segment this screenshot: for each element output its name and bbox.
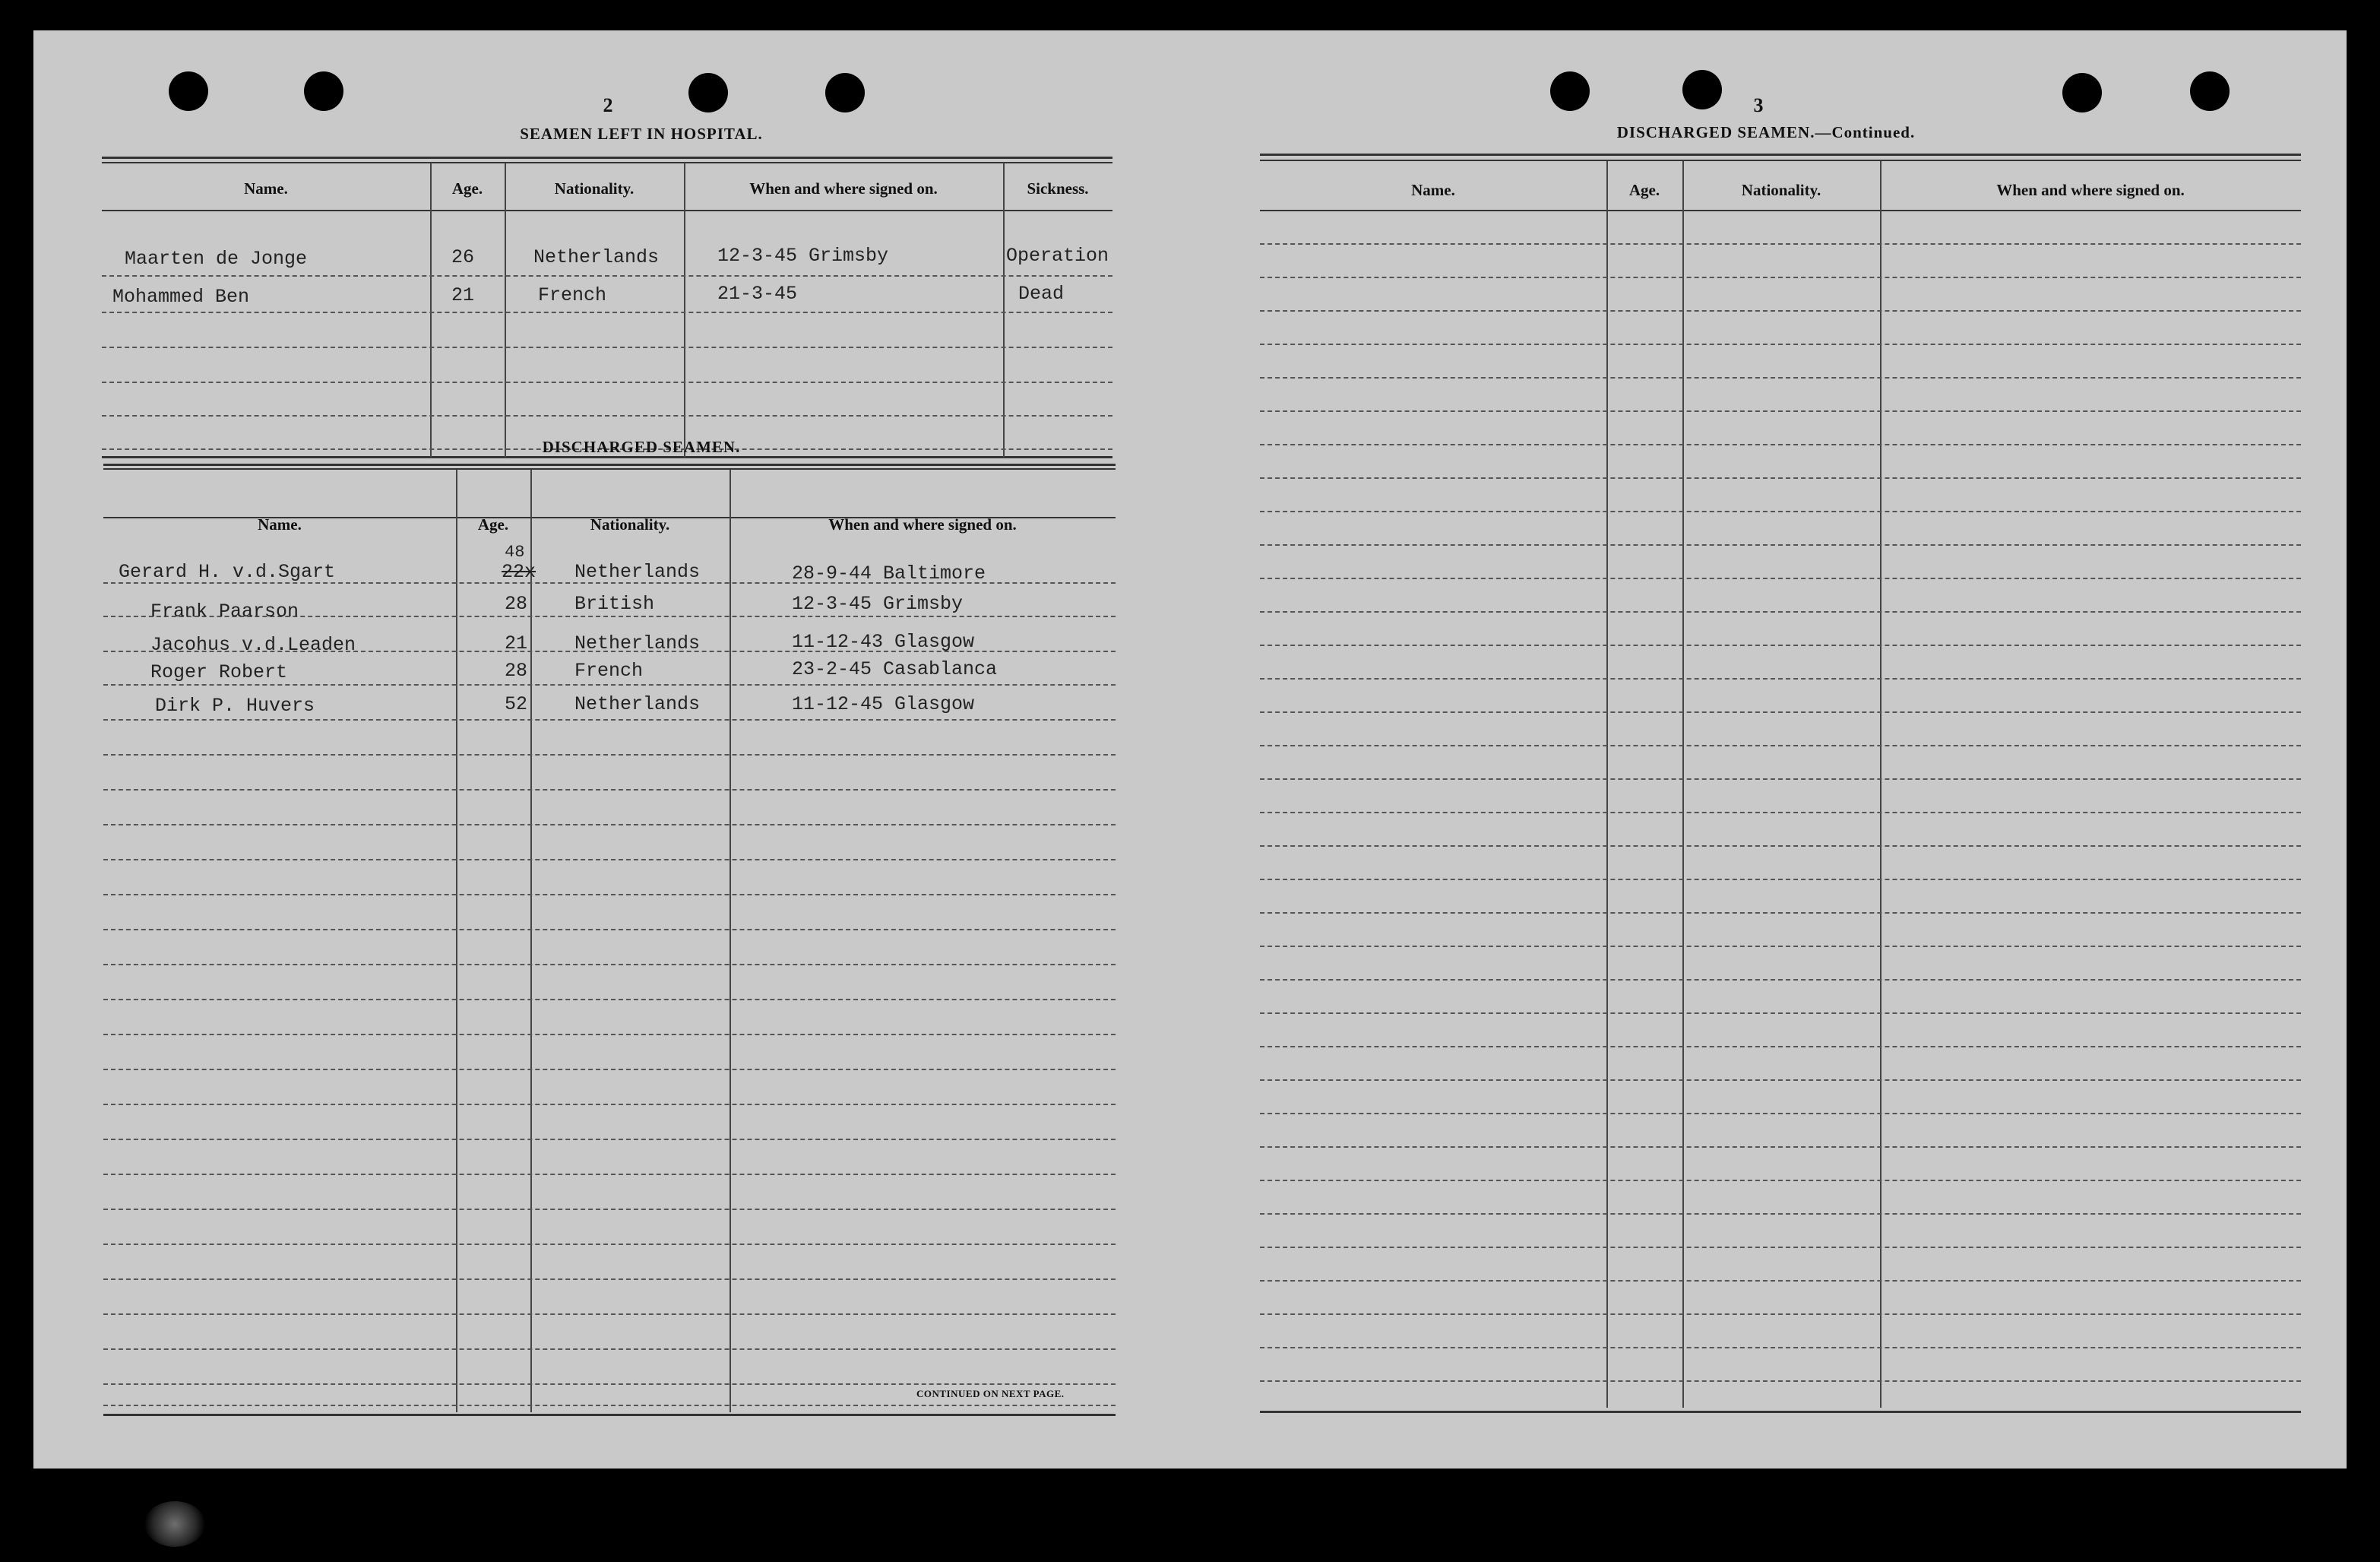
discharged-row-5-nationality: Netherlands — [574, 693, 701, 715]
hospital-section-title: SEAMEN LEFT IN HOSPITAL. — [520, 125, 763, 143]
hospital-header-nationality: Nationality. — [554, 179, 635, 198]
hospital-row-1-age: 26 — [451, 246, 475, 268]
discharged-row-1-age-correction: 48 — [505, 543, 525, 562]
discharged-row-5-age: 52 — [505, 693, 528, 715]
discharged-row-1-name: Gerard H. v.d.Sgart — [119, 561, 336, 583]
page-number-right: 3 — [1753, 94, 1764, 116]
discharged-row-3-name: Jacohus v.d.Leaden — [150, 634, 356, 656]
punch-hole — [1682, 70, 1722, 109]
hospital-header-age: Age. — [451, 179, 483, 198]
discharged-row-2-signed-on: 12-3-45 Grimsby — [792, 593, 964, 615]
scan-glare — [144, 1501, 205, 1547]
discharged-continued-table — [1260, 154, 2301, 1417]
discharged-header-age: Age. — [477, 515, 509, 534]
discharged-row-5-signed-on: 11-12-45 Glasgow — [792, 693, 975, 715]
discharged-row-4-signed-on: 23-2-45 Casablanca — [792, 658, 998, 680]
discharged-row-2-nationality: British — [574, 593, 655, 615]
discharged-row-2-age: 28 — [505, 593, 528, 615]
hospital-row-2-nationality: French — [538, 284, 607, 306]
discharged-header-nationality: Nationality. — [590, 515, 670, 534]
hospital-row-2-sickness: Dead — [1018, 283, 1065, 305]
discharged-row-3-signed-on: 11-12-43 Glasgow — [792, 631, 975, 653]
discharged-header-name: Name. — [258, 515, 302, 534]
discharged-row-2-name: Frank Paarson — [150, 600, 299, 623]
punch-hole — [169, 71, 208, 111]
discharged-row-3-age: 21 — [505, 632, 528, 654]
continued-footer: CONTINUED ON NEXT PAGE. — [916, 1388, 1065, 1399]
continued-header-signed-on: When and where signed on. — [1996, 181, 2185, 199]
hospital-header-name: Name. — [244, 179, 288, 198]
continued-header-age: Age. — [1628, 181, 1660, 199]
discharged-row-1-signed-on: 28-9-44 Baltimore — [792, 562, 986, 585]
continued-header-name: Name. — [1411, 181, 1455, 199]
discharged-continued-title: DISCHARGED SEAMEN.—Continued. — [1616, 123, 1916, 141]
discharged-row-1-nationality: Netherlands — [574, 561, 701, 583]
punch-hole — [688, 73, 728, 112]
hospital-row-2-age: 21 — [451, 284, 475, 306]
discharged-header-signed-on: When and where signed on. — [828, 515, 1017, 534]
punch-hole — [2190, 71, 2230, 111]
discharged-table — [103, 464, 1116, 1421]
page-number-left: 2 — [603, 94, 613, 116]
punch-hole — [1550, 71, 1590, 111]
hospital-row-1-signed-on: 12-3-45 Grimsby — [717, 245, 889, 267]
hospital-header-sickness: Sickness. — [1027, 179, 1089, 198]
hospital-row-2-signed-on: 21-3-45 — [717, 283, 798, 305]
punch-hole — [2062, 73, 2102, 112]
continued-header-nationality: Nationality. — [1741, 181, 1821, 199]
hospital-row-1-nationality: Netherlands — [533, 246, 660, 268]
hospital-table — [102, 157, 1112, 461]
hospital-row-1-sickness: Operation — [1006, 245, 1109, 267]
discharged-row-1-age: 22x — [502, 561, 536, 583]
hospital-row-2-name: Mohammed Ben — [112, 286, 250, 308]
discharged-row-4-nationality: French — [574, 660, 644, 682]
discharged-row-5-name: Dirk P. Huvers — [155, 695, 315, 717]
discharged-row-3-nationality: Netherlands — [574, 632, 701, 654]
document-sheet — [33, 30, 2347, 1469]
discharged-section-title: DISCHARGED SEAMEN. — [542, 438, 741, 456]
discharged-row-4-name: Roger Robert — [150, 661, 288, 683]
discharged-row-4-age: 28 — [505, 660, 528, 682]
punch-hole — [304, 71, 343, 111]
punch-hole — [825, 73, 865, 112]
hospital-row-1-name: Maarten de Jonge — [125, 248, 308, 270]
hospital-header-signed-on: When and where signed on. — [749, 179, 938, 198]
